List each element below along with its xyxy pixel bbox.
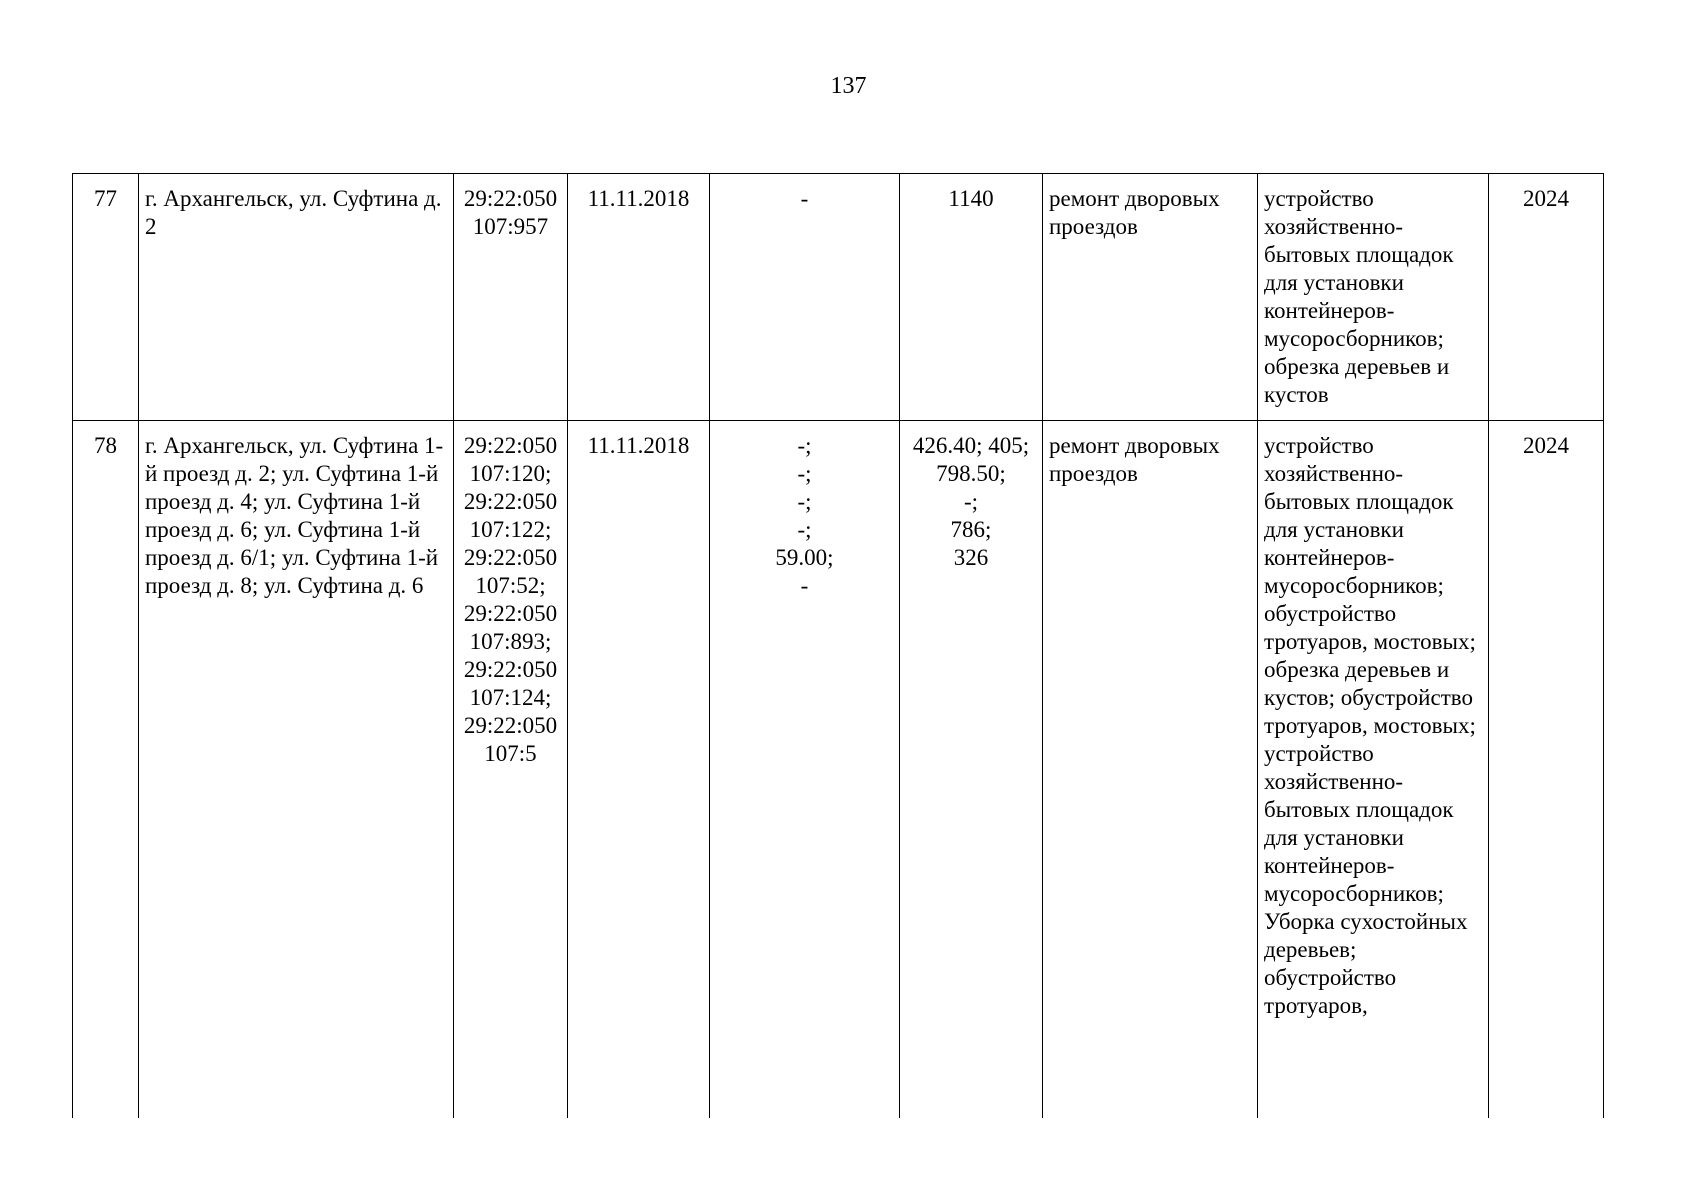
row-number: 78 — [73, 421, 139, 1119]
work-type-cell: ремонт дворовых проездов — [1043, 174, 1258, 421]
date-cell: 11.11.2018 — [568, 421, 710, 1119]
area-cell: 1140 — [900, 174, 1043, 421]
works-list-cell: устройство хозяйственно-бытовых площадок для установки контейнеров-мусоросборников; обрезка деревьев и кустов — [1258, 174, 1489, 421]
year-cell: 2024 — [1489, 174, 1604, 421]
value-cell: - — [710, 174, 900, 421]
table-row — [73, 421, 1604, 1119]
area-cell: 426.40; 405; 798.50; -; 786; 326 — [900, 421, 1043, 1119]
work-type-cell: ремонт дворовых проездов — [1043, 421, 1258, 1119]
address-cell: г. Архангельск, ул. Суфтина д. 2 — [139, 174, 454, 421]
row-number: 77 — [73, 174, 139, 421]
cadastral-number-cell: 29:22:050 107:957 — [454, 174, 568, 421]
address-cell: г. Архангельск, ул. Суфтина 1-й проезд д. 2; ул. Суфтина 1-й проезд д. 4; ул. Суфтина 1-й проезд д. 6; ул. Суфтина 1-й проезд д. 6/1; ул. Суфтина 1-й проезд д. 8; ул. Суфтина д. 6 — [139, 421, 454, 1119]
page-number: 137 — [830, 73, 867, 99]
registry-table — [72, 173, 1604, 1118]
cadastral-number-cell: 29:22:050 107:120; 29:22:050 107:122; 29:22:050 107:52; 29:22:050 107:893; 29:22:050 107:124; 29:22:050 107:5 — [454, 421, 568, 1119]
year-cell: 2024 — [1489, 421, 1604, 1119]
works-list-cell: устройство хозяйственно-бытовых площадок для установки контейнеров-мусоросборников; обустройство тротуаров, мостовых; обрезка деревьев и кустов; обустройство тротуаров, мостовых; устройство хозяйственно-бытовых площадок для установки контейнеров-мусоросборников; Уборка сухостойных деревьев; обустройство тротуаров, — [1258, 421, 1489, 1119]
date-cell: 11.11.2018 — [568, 174, 710, 421]
table-row — [73, 174, 1604, 421]
value-cell: -; -; -; -; 59.00; - — [710, 421, 900, 1119]
